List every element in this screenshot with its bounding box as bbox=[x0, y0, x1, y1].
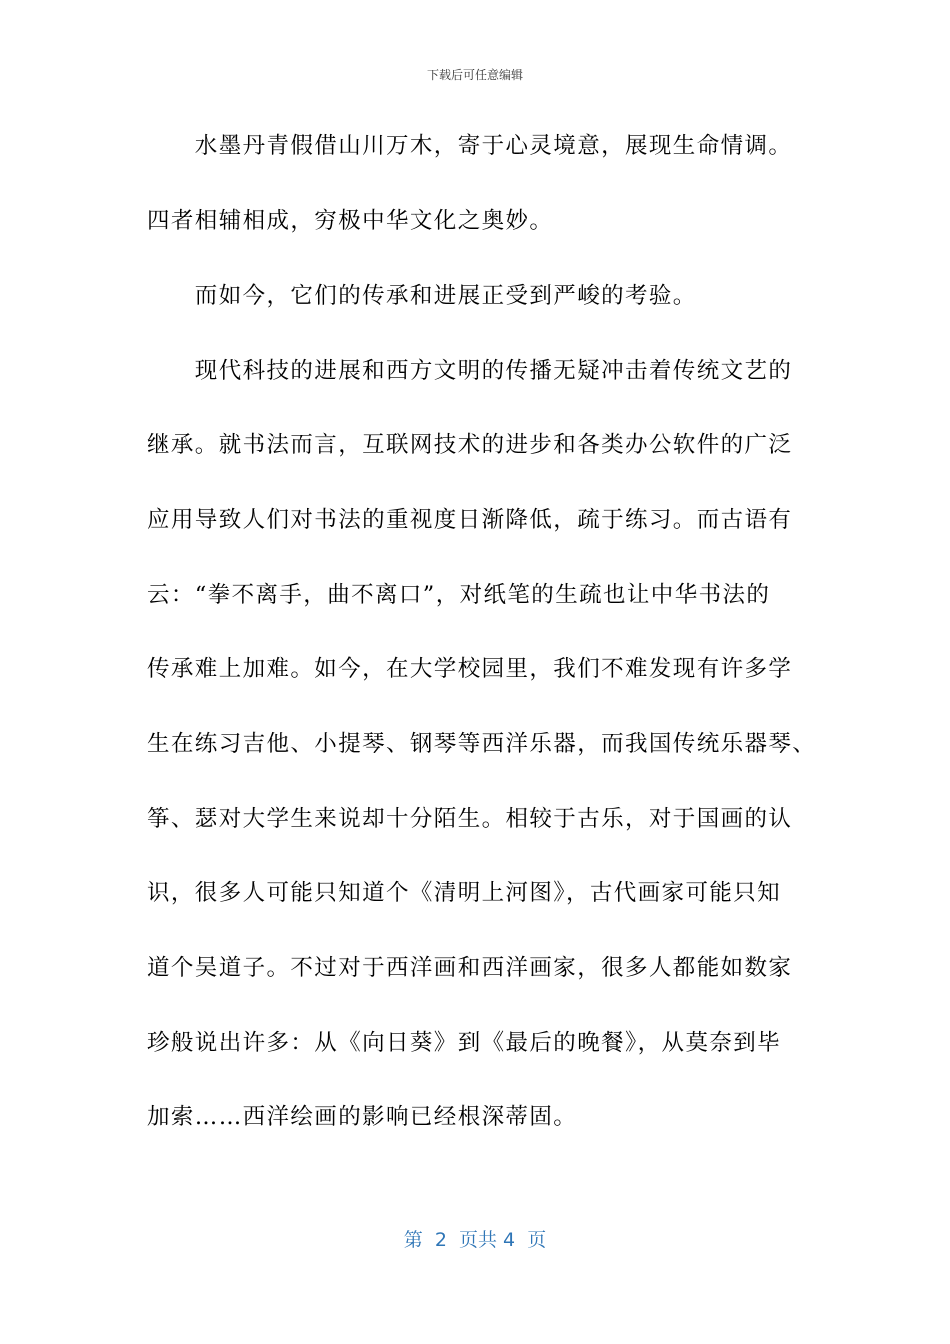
body-text-line: 现代科技的进展和西方文明的传播无疑冲击着传统文艺的 bbox=[147, 358, 793, 384]
body-text-line: 加索……西洋绘画的影响已经根深蒂固。 bbox=[147, 1104, 578, 1130]
body-text-line: 四者相辅相成，穷极中华文化之奥妙。 bbox=[147, 208, 554, 234]
body-text-line: 云：“拳不离手，曲不离口”，对纸笔的生疏也让中华书法的 bbox=[147, 582, 771, 608]
page-number-footer: 第 2 页共 4 页 bbox=[403, 1229, 547, 1251]
body-text-line: 筝、瑟对大学生来说却十分陌生。相较于古乐，对于国画的认 bbox=[147, 806, 793, 832]
body-text-line: 生在练习吉他、小提琴、钢琴等西洋乐器，而我国传统乐器琴、 bbox=[147, 731, 817, 757]
body-text-line: 识，很多人可能只知道个《清明上河图》，古代画家可能只知 bbox=[147, 880, 782, 906]
body-text-line: 珍般说出许多：从《向日葵》到《最后的晚餐》，从莫奈到毕 bbox=[147, 1030, 782, 1056]
body-text-line: 传承难上加难。如今，在大学校园里，我们不难发现有许多学 bbox=[147, 656, 793, 682]
page-header: 下载后可任意编辑 bbox=[426, 68, 523, 82]
body-text-line: 道个吴道子。不过对于西洋画和西洋画家，很多人都能如数家 bbox=[147, 955, 793, 981]
body-text-line: 应用导致人们对书法的重视度日渐降低，疏于练习。而古语有 bbox=[147, 507, 793, 533]
body-text-line: 继承。就书法而言，互联网技术的进步和各类办公软件的广泛 bbox=[147, 432, 793, 458]
body-text-line: 而如今，它们的传承和进展正受到严峻的考验。 bbox=[147, 283, 697, 309]
body-text-line: 水墨丹青假借山川万木，寄于心灵境意，展现生命情调。 bbox=[147, 133, 793, 159]
